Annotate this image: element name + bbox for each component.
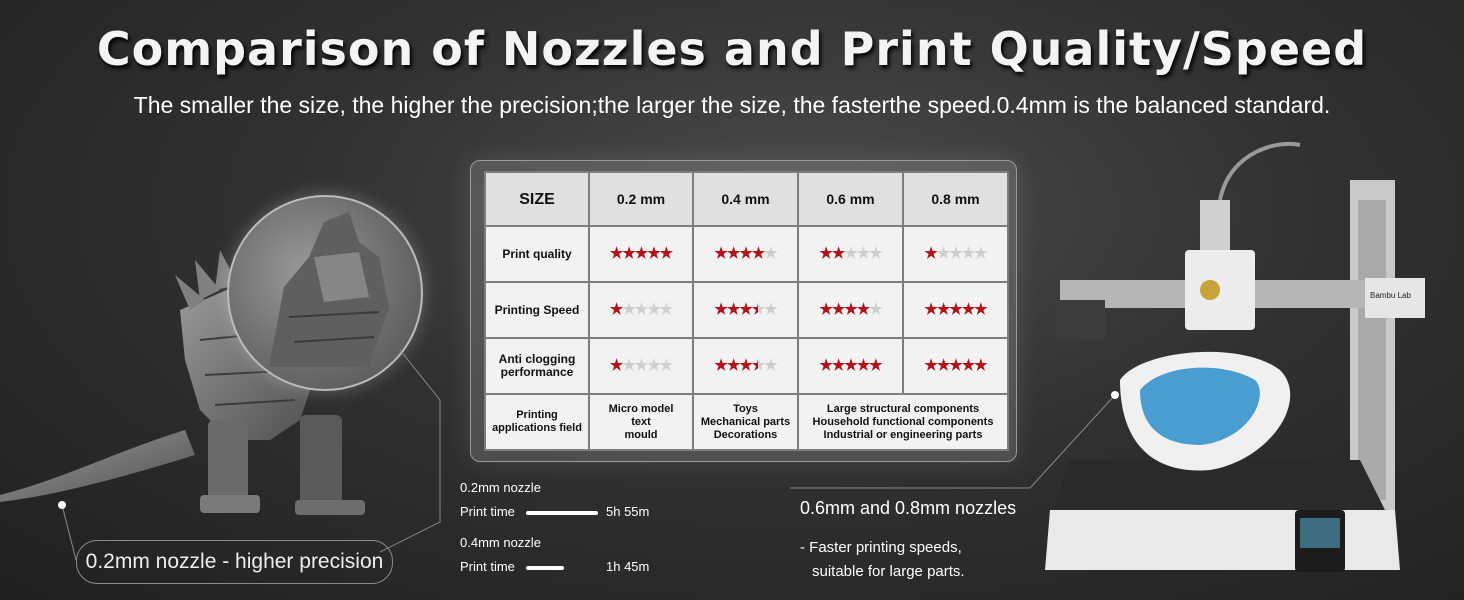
row-label: Printing applications field — [486, 395, 588, 449]
star-icon: ★ — [726, 357, 740, 374]
star-icon: ★ — [974, 301, 987, 318]
star-icon: ★ — [869, 301, 882, 318]
star-rating — [590, 227, 692, 281]
star-rating — [799, 227, 902, 281]
star-icon: ★ — [819, 357, 832, 374]
star-icon: ★ — [714, 245, 727, 262]
star-rating — [904, 283, 1007, 337]
star-icon: ★ — [936, 301, 950, 318]
table-row — [486, 227, 1007, 281]
applications-0-2mm — [590, 395, 692, 449]
page-subtitle: The smaller the size, the higher the precision;the larger the size, the fasterthe speed.0.4mm is the balanced standard. — [133, 92, 1331, 118]
print-time-bar — [526, 566, 564, 570]
row-label: Print quality — [486, 227, 588, 281]
application-line: Industrial or engineering parts — [823, 428, 983, 441]
star-rating — [590, 339, 692, 393]
star-icon: ★ — [609, 245, 623, 262]
star-icon: ★ — [936, 245, 950, 262]
star-icon: ★ — [764, 357, 777, 374]
star-icon: ★ — [856, 245, 870, 262]
star-icon: ★ — [869, 245, 882, 262]
star-icon: ★ — [751, 357, 765, 374]
star-icon: ★ — [647, 245, 660, 262]
right-note — [800, 536, 965, 584]
printer-illustration — [1040, 140, 1464, 580]
left-callout-line — [0, 180, 470, 600]
star-rating — [694, 339, 797, 393]
star-icon: ★ — [974, 245, 987, 262]
star-icon: ★ — [949, 357, 962, 374]
header-0-8mm: 0.8 mm — [904, 173, 1007, 225]
right-note-line: suitable for large parts. — [812, 563, 965, 580]
star-icon: ★ — [634, 245, 648, 262]
application-line: Micro model — [608, 402, 674, 415]
star-icon: ★ — [739, 245, 752, 262]
star-icon: ★ — [844, 245, 857, 262]
star-icon: ★ — [647, 301, 660, 318]
star-icon: ★ — [924, 357, 937, 374]
header-0-4mm: 0.4 mm — [694, 173, 797, 225]
star-icon: ★ — [949, 301, 962, 318]
star-icon: ★ — [764, 301, 777, 318]
star-icon: ★ — [751, 301, 765, 318]
print-time-bar — [526, 511, 598, 515]
star-icon: ★ — [739, 301, 752, 318]
star-icon: ★ — [764, 245, 777, 262]
star-icon: ★ — [949, 245, 962, 262]
star-icon: ★ — [844, 357, 857, 374]
star-icon: ★ — [936, 357, 950, 374]
star-icon: ★ — [819, 245, 832, 262]
applications-0-4mm — [694, 395, 797, 449]
print-time-label: Print time — [460, 559, 515, 574]
star-icon: ★ — [961, 245, 975, 262]
star-icon: ★ — [924, 301, 937, 318]
printer-brand-label: Bambu Lab — [1370, 291, 1411, 300]
application-line: Large structural components — [826, 402, 980, 415]
application-line: Mechanical parts — [700, 415, 791, 428]
star-icon: ★ — [714, 357, 727, 374]
right-note-line: - Faster printing speeds, — [800, 539, 962, 556]
print-time-nozzle-label: 0.4mm nozzle — [460, 535, 541, 550]
page-title: Comparison of Nozzles and Print Quality/Speed — [96, 22, 1368, 76]
star-icon: ★ — [622, 245, 635, 262]
header-0-6mm: 0.6 mm — [799, 173, 902, 225]
star-rating — [590, 283, 692, 337]
star-icon: ★ — [634, 301, 648, 318]
application-line: mould — [624, 428, 658, 441]
star-icon: ★ — [659, 245, 673, 262]
application-line: Toys — [733, 402, 758, 415]
star-icon: ★ — [961, 357, 975, 374]
star-icon: ★ — [726, 245, 740, 262]
star-icon: ★ — [647, 357, 660, 374]
header-0-2mm: 0.2 mm — [590, 173, 692, 225]
star-rating — [904, 227, 1007, 281]
row-label: Anti clogging performance — [486, 339, 588, 393]
left-caption: 0.2mm nozzle - higher precision — [76, 540, 393, 584]
star-icon: ★ — [714, 301, 727, 318]
star-icon: ★ — [831, 301, 845, 318]
star-icon: ★ — [622, 301, 635, 318]
star-rating — [694, 227, 797, 281]
star-icon: ★ — [924, 245, 937, 262]
star-rating — [694, 283, 797, 337]
star-icon: ★ — [961, 301, 975, 318]
star-icon: ★ — [869, 357, 882, 374]
star-icon: ★ — [831, 357, 845, 374]
star-icon: ★ — [726, 301, 740, 318]
print-time-value: 1h 45m — [606, 559, 650, 574]
star-icon: ★ — [739, 357, 752, 374]
application-line: text — [631, 415, 651, 428]
table-header-row — [486, 173, 1007, 225]
print-time-value: 5h 55m — [606, 504, 650, 519]
star-icon: ★ — [609, 357, 623, 374]
star-icon: ★ — [819, 301, 832, 318]
star-icon: ★ — [856, 301, 870, 318]
application-line: Decorations — [713, 428, 778, 441]
print-time-label: Print time — [460, 504, 515, 519]
star-icon: ★ — [844, 301, 857, 318]
right-callout-line — [790, 385, 1130, 505]
star-icon: ★ — [622, 357, 635, 374]
star-icon: ★ — [974, 357, 987, 374]
header-size: SIZE — [486, 173, 588, 225]
application-line: Household functional components — [812, 415, 994, 428]
star-icon: ★ — [831, 245, 845, 262]
star-icon: ★ — [659, 301, 673, 318]
print-time-nozzle-label: 0.2mm nozzle — [460, 480, 541, 495]
right-caption: 0.6mm and 0.8mm nozzles — [800, 498, 1017, 518]
table-row — [486, 283, 1007, 337]
row-label: Printing Speed — [486, 283, 588, 337]
star-rating — [799, 283, 902, 337]
star-icon: ★ — [856, 357, 870, 374]
star-icon: ★ — [634, 357, 648, 374]
star-icon: ★ — [609, 301, 623, 318]
star-icon: ★ — [659, 357, 673, 374]
star-icon: ★ — [751, 245, 765, 262]
